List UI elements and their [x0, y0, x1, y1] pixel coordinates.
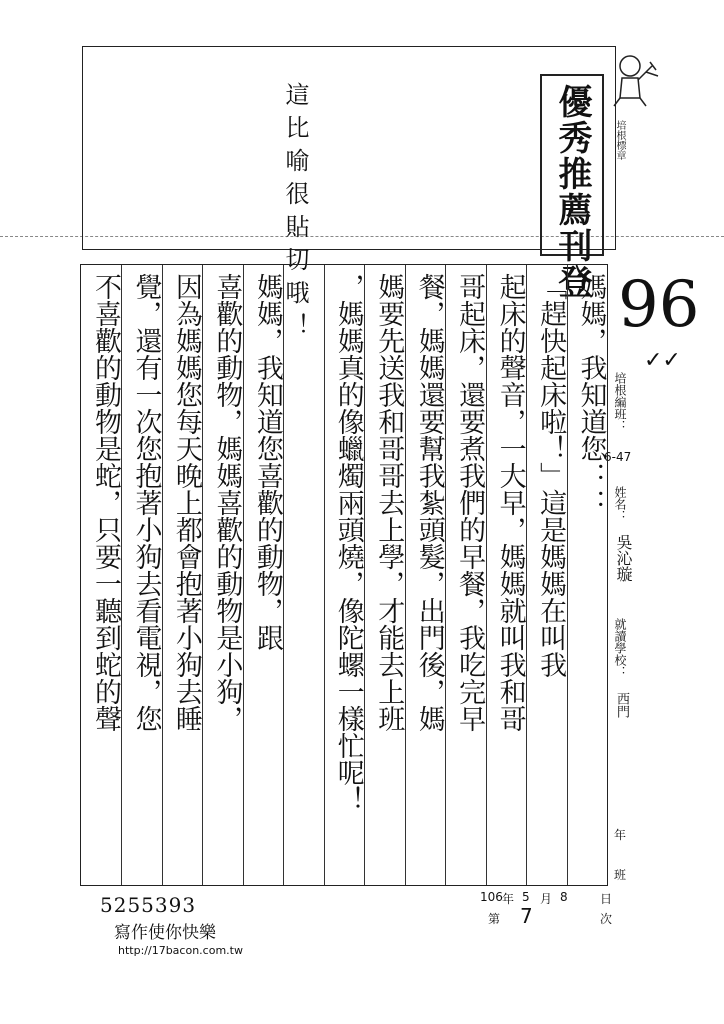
essay-column: 喜歡的動物，媽媽喜歡的動物是小狗， — [211, 273, 243, 732]
issue-times-label: 次 — [600, 912, 613, 926]
date-year: 106 — [480, 890, 503, 904]
essay-column: 哥起床，還要煮我們的早餐，我吃完早 — [454, 273, 486, 732]
score-check-marks: ✓✓ — [644, 348, 681, 373]
class-room-label: 班 — [614, 868, 627, 882]
essay-column: 因為媽媽您每天晚上都會抱著小狗去睡 — [170, 273, 202, 732]
essay-column: 餐，媽媽還要幫我紮頭髮，出門後，媽 — [413, 273, 445, 732]
essay-column: 媽媽，我知道您：： — [575, 273, 607, 516]
teacher-comment: 這比喻很貼切哦！ — [281, 82, 309, 346]
essay-column: 「趕快起床啦！」這是媽媽在叫我 — [535, 273, 567, 678]
class-value: 6-47 — [604, 450, 632, 464]
school-value: 西門 — [614, 692, 629, 718]
date-day-label: 日 — [600, 892, 613, 906]
essay-column: 起床的聲音，一大早，媽媽就叫我和哥 — [494, 273, 526, 732]
essay-column: 覺，還有一次您抱著小狗去看電視，您 — [130, 273, 162, 732]
bacon-mascot-logo — [610, 50, 660, 112]
score: 96 — [618, 268, 700, 342]
date-month-label: 月 — [540, 892, 553, 906]
date-month: 5 — [522, 890, 530, 904]
essay-column: 媽媽，我知道您喜歡的動物，跟 — [251, 273, 283, 651]
school-label: 就讀學校： — [613, 618, 627, 678]
footer-url: http://17bacon.com.tw — [118, 944, 243, 957]
issue-no: 7 — [520, 904, 533, 928]
essay-column: 媽要先送我和哥哥去上學，才能去上班 — [373, 273, 405, 732]
date-year-label: 年 — [502, 892, 515, 906]
essay-column: ，媽媽真的像蠟燭兩頭燒，像陀螺一樣忙呢！ — [332, 273, 364, 813]
teacher-comment-box — [82, 46, 616, 250]
footer-number: 5255393 — [100, 893, 197, 917]
date-day: 8 — [560, 890, 568, 904]
recommend-stamp-text: 優秀推薦刊登 — [552, 84, 592, 300]
grid-line — [324, 265, 325, 885]
grade-label: 年 — [614, 828, 627, 842]
class-label: 培根編班： — [613, 372, 627, 432]
footer-slogan: 寫作使你快樂 — [114, 923, 216, 943]
essay-column: 不喜歡的動物是蛇，只要一聽到蛇的聲 — [90, 273, 121, 732]
name-label: 姓名： — [613, 486, 627, 522]
essay-grid — [80, 264, 608, 886]
stamp-label: 培根標章 — [614, 120, 625, 160]
issue-no-label: 第 — [488, 912, 501, 926]
name-value: 吳沁璇 — [614, 534, 633, 582]
